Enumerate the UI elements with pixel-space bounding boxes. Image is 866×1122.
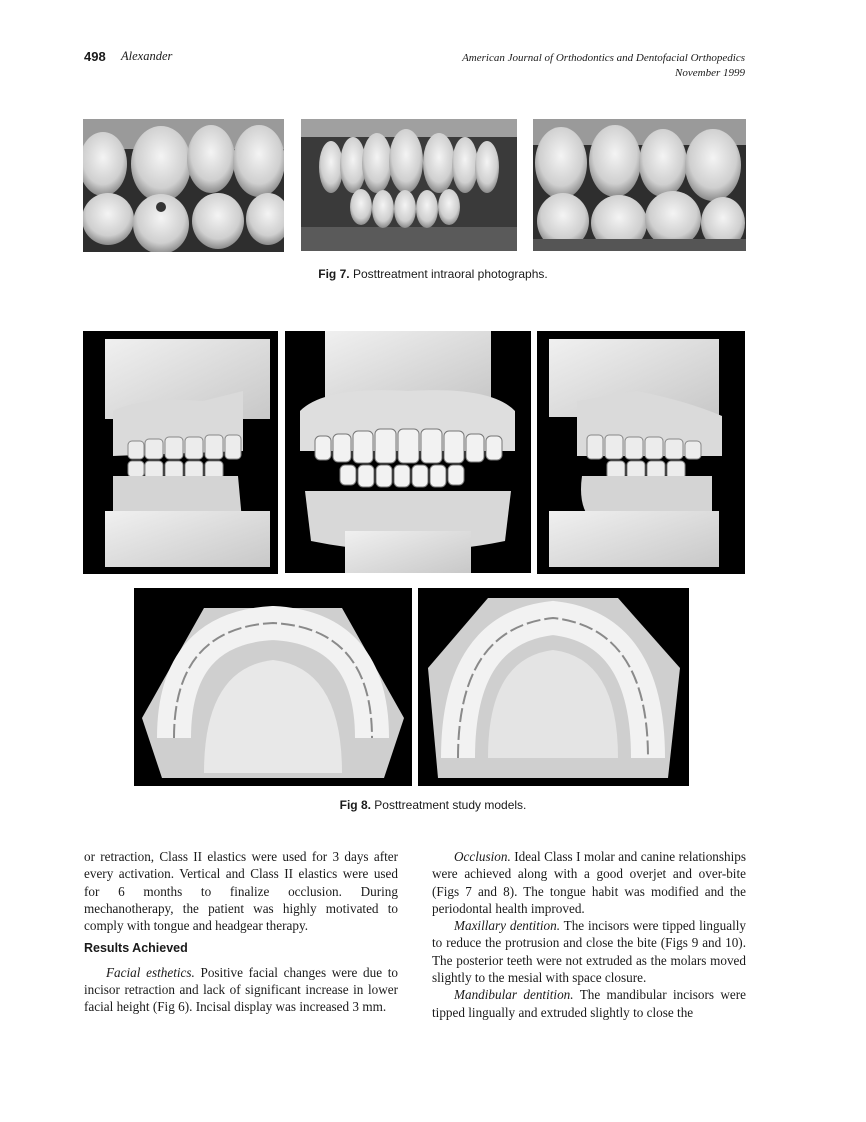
right-paragraph-3 (432, 986, 746, 1021)
journal-title: American Journal of Orthodontics and Dentofacial Orthopedics (462, 52, 745, 64)
figure-8-label: Fig 8. (339, 798, 371, 812)
study-model-maxillary-occlusal (418, 588, 689, 786)
right-paragraph-2 (432, 917, 746, 986)
occlusion-text: Ideal Class I molar and canine relationships were achieved along with a good overjet and over-bite (Figs 7 and 8). The tongue habit was modified and the periodontal health improved. (432, 849, 746, 916)
figure-7-text: Posttreatment intraoral photographs. (352, 267, 548, 281)
maxillary-lead: Maxillary dentition. (454, 918, 561, 934)
intraoral-photo-left (533, 119, 746, 251)
facial-esthetics-lead: Facial esthetics. (106, 964, 195, 980)
running-journal (462, 51, 745, 81)
maxillary-text: The incisors were tipped lingually to reduce the protrusion and close the bite (Figs 9 and 10). The posterior teeth were not extruded as the molars moved slightly to the mesial with space closure. (432, 918, 746, 986)
facial-esthetics-text: Positive facial changes were due to incisor retraction and lack of significant increase in lower facial height (Fig 6). Incisal display was increased 3 mm. (84, 964, 399, 1015)
intraoral-photo-right (83, 119, 284, 252)
left-paragraph-1: or retraction, Class II elastics were used for 3 days after every activation. Vertical and Class II elastics were used for 6 months to finalize occlusion. During mechanotherapy, the patient was highly motivated to comply with tongue and headgear therapy. (84, 849, 398, 934)
study-model-left-lateral (537, 331, 745, 574)
page-number: 498 (84, 49, 106, 64)
figure-8-text: Posttreatment study models. (374, 798, 527, 812)
occlusion-lead: Occlusion. (454, 849, 511, 864)
section-heading-results: Results Achieved (84, 941, 188, 956)
running-author: Alexander (121, 49, 173, 63)
right-column (432, 848, 746, 1021)
study-model-right-lateral (83, 331, 278, 574)
right-paragraph-1 (432, 848, 746, 917)
intraoral-photo-frontal (301, 119, 517, 251)
mandibular-lead: Mandibular dentition. (454, 987, 574, 1003)
left-paragraph-2 (84, 964, 398, 1016)
study-model-frontal (285, 331, 531, 573)
issue-date: November 1999 (675, 67, 745, 79)
left-column (84, 848, 398, 1016)
mandibular-text: The mandibular incisors were tipped lingually and extruded slightly to close the (432, 987, 746, 1020)
figure-7-caption (0, 267, 866, 281)
figure-7-label: Fig 7. (318, 267, 350, 281)
figure-8-caption (0, 798, 866, 812)
study-model-mandibular-occlusal (134, 588, 412, 786)
